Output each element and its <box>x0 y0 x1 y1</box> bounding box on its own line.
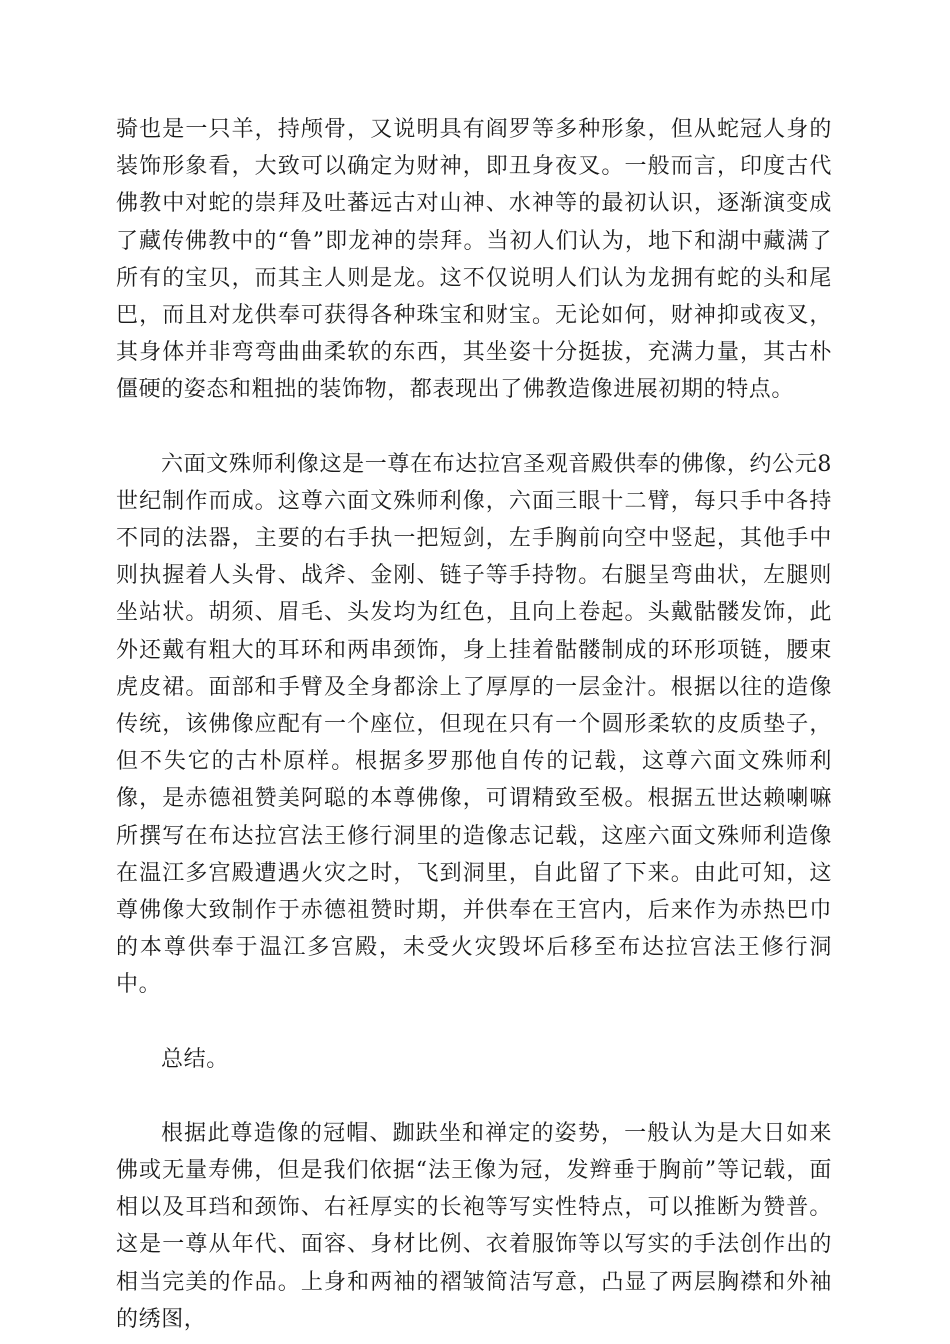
paragraph-1: 骑也是一只羊，持颅骨，又说明具有阎罗等多种形象，但从蛇冠人身的装饰形象看，大致可以确定为财神，即丑身夜叉。一般而言，印度古代佛教中对蛇的崇拜及吐蕃远古对山神、水神等的最初认识，逐渐演变成了藏传佛教中的“鲁”即龙神的崇拜。当初人们认为，地下和湖中藏满了所有的宝贝，而其主人则是龙。这不仅说明人们认为龙拥有蛇的头和尾巴，而且对龙供奉可获得各种珠宝和财宝。无论如何，财神抑或夜叉，其身体并非弯弯曲曲柔软的东西，其坐姿十分挺拔，充满力量，其古朴僵硬的姿态和粗拙的装饰物，都表现出了佛教造像进展初期的特点。 <box>116 117 832 403</box>
paragraph-spacer <box>116 1004 832 1041</box>
paragraph-4: 根据此尊造像的冠帽、跏趺坐和禅定的姿势，一般认为是大日如来佛或无量寿佛，但是我们依据“法王像为冠，发辫垂于胸前”等记载，面相以及耳珰和颈饰、右衽厚实的长袍等写实性特点，可以推断为赞普。这是一尊从年代、面容、身材比例、衣着服饰等以写实的手法创作出的相当完美的作品。上身和两袖的褶皱简洁写意，凸显了两层胸襟和外袖的绣图， <box>116 1120 832 1332</box>
paragraph-spacer <box>116 409 832 446</box>
paragraph-2: 六面文殊师利像这是一尊在布达拉宫圣观音殿供奉的佛像，约公元8世纪制作而成。这尊六面文殊师利像，六面三眼十二臂，每只手中各持不同的法器，主要的右手执一把短剑，左手胸前向空中竖起，其他手中则执握着人头骨、战斧、金刚、链子等手持物。右腿呈弯曲状，左腿则坐站状。胡须、眉毛、头发均为红色，且向上卷起。头戴骷髅发饰，此外还戴有粗大的耳环和两串颈饰，身上挂着骷髅制成的环形项链，腰束虎皮裙。面部和手臂及全身都涂上了厚厚的一层金汁。根据以往的造像传统，该佛像应配有一个座位，但现在只有一个圆形柔软的皮质垫子，但不失它的古朴原样。根据多罗那他自传的记载，这尊六面文殊师利像，是赤德祖赞美阿聪的本尊佛像，可谓精致至极。根据五世达赖喇嘛所撰写在布达拉宫法王修行洞里的造像志记载，这座六面文殊师利造像在温江多宫殿遭遇火灾之时，飞到洞里，自此留了下来。由此可知，这尊佛像大致制作于赤德祖赞时期，并供奉在王宫内，后来作为赤热巴巾的本尊供奉于温江多宫殿，未受火灾毁坏后移至布达拉宫法王修行洞中。 <box>116 451 832 998</box>
paragraph-3-summary-heading: 总结。 <box>161 1046 229 1072</box>
body-text <box>116 111 832 1338</box>
paragraph-spacer <box>116 1078 832 1115</box>
